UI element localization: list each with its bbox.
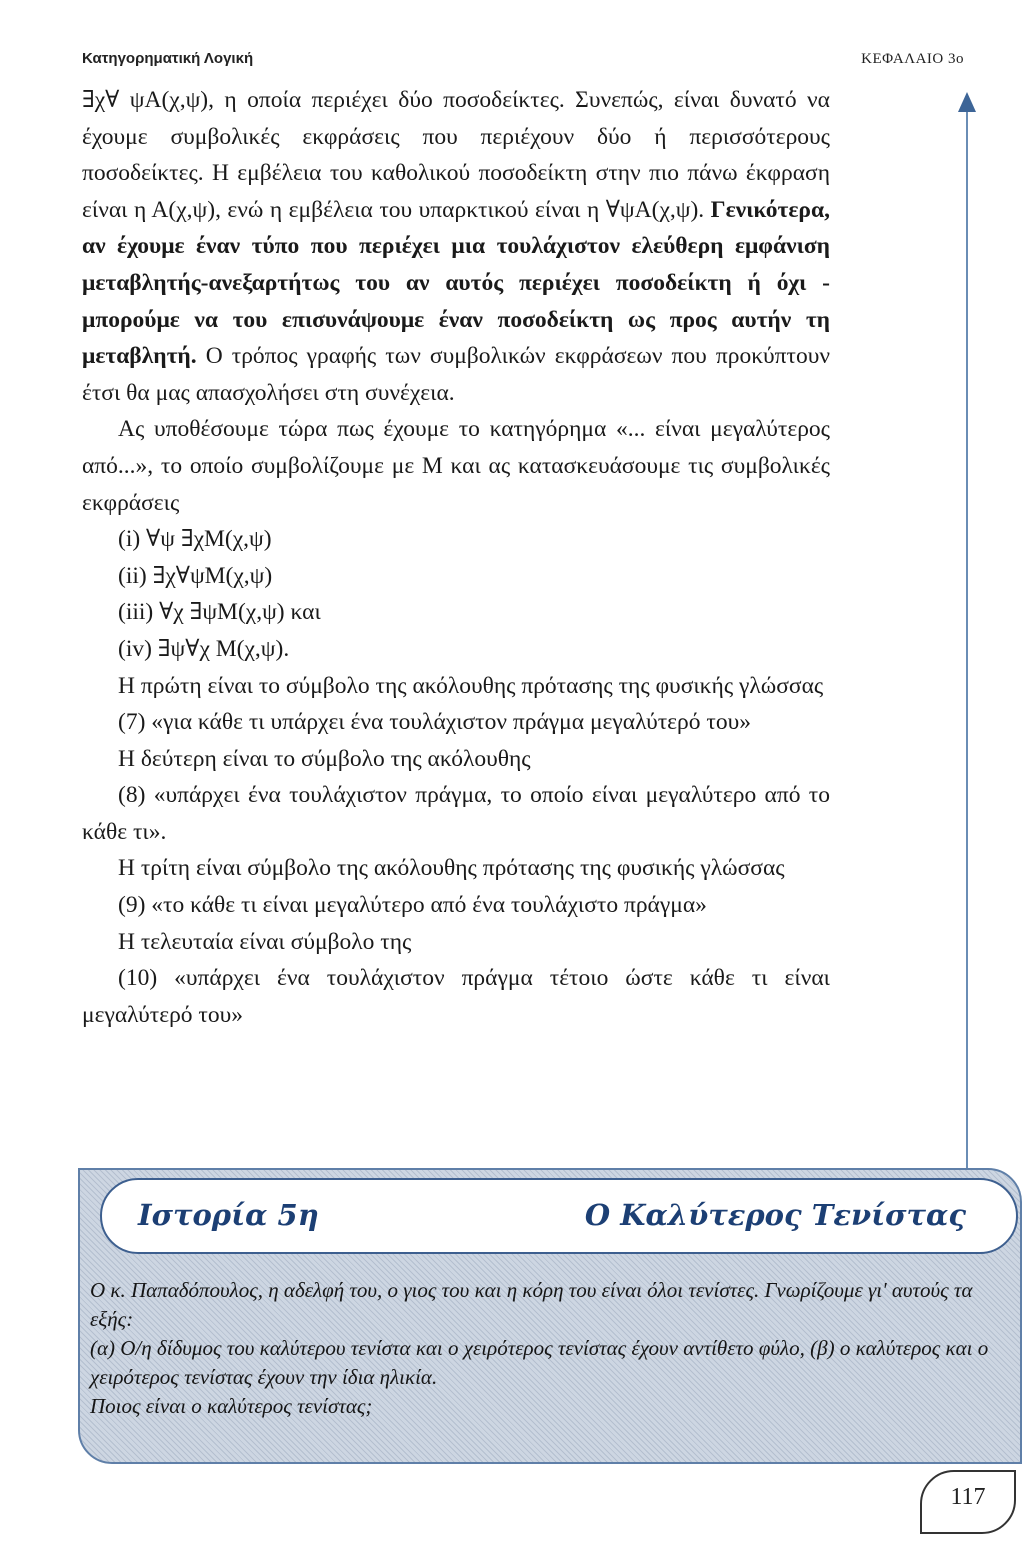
sentence-9: (9) «το κάθε τι είναι μεγαλύτερο από ένα τουλάχιστο πράγμα» <box>118 892 707 919</box>
sentence-10: (10) «υπάρχει ένα τουλάχιστον πράγμα τέτοιο ώστε κάθε τι είναι μεγαλύτερό του» <box>82 965 830 1028</box>
main-text <box>82 82 830 1033</box>
formula-item: (iii) ∀χ ∃ψΜ(χ,ψ) και <box>118 599 321 626</box>
margin-rule <box>966 100 968 1170</box>
paragraph-1 <box>82 82 830 411</box>
sentence-8: (8) «υπάρχει ένα τουλάχιστον πράγμα, το οποίο είναι μεγαλύτερο από το κάθε τι». <box>82 782 830 845</box>
paragraph-1-start: ∃χ∀ ψΑ(χ,ψ), η οποία περιέχει δύο ποσοδείκτες. Συνεπώς, είναι δυνατό να έχουμε συμβολικές εκφράσεις που περιέχουν δύο ή περισσότερους ποσοδείκτες. Η εμβέλεια του καθολικού ποσοδείκτη στην πιο πάνω έκφραση είναι η Α(χ,ψ), ενώ η εμβέλεια του υπαρκτικού είναι η ∀ψΑ(χ,ψ). <box>82 87 830 223</box>
page-number: 117 <box>950 1484 986 1510</box>
paragraph-5: Η τρίτη είναι σύμβολο της ακόλουθης πρότασης της φυσικής γλώσσας <box>118 855 785 882</box>
paragraph-2: Ας υποθέσουμε τώρα πως έχουμε το κατηγόρημα «... είναι μεγαλύτερος από...», το οποίο συμβολίζουμε με Μ και ας κατασκευάσουμε τις συμβολικές εκφράσεις <box>82 416 830 516</box>
formula-item: (ii) ∃χ∀ψΜ(χ,ψ) <box>118 562 273 589</box>
chapter-label: ΚΕΦΑΛΑΙΟ 3ο <box>861 51 964 67</box>
paragraph-6: Η τελευταία είναι σύμβολο της <box>118 928 412 955</box>
arrow-up-icon <box>958 92 976 112</box>
paragraph-3: Η πρώτη είναι το σύμβολο της ακόλουθης πρότασης της φυσικής γλώσσας <box>118 672 824 699</box>
formula-item: (i) ∀ψ ∃χΜ(χ,ψ) <box>118 526 272 553</box>
paragraph-1-end: Ο τρόπος γραφής των συμβολικών εκφράσεων που προκύπτουν έτσι θα μας απασχολήσει στη συνέχεια. <box>82 343 830 406</box>
story-title: Ο Καλύτερος Τενίστας <box>584 1198 966 1232</box>
story-body <box>90 1276 1012 1421</box>
story-line: Ο κ. Παπαδόπουλος, η αδελφή του, ο γιος του και η κόρη του είναι όλοι τενίστες. Γνωρίζουμε γι' αυτούς τα εξής: <box>90 1278 973 1331</box>
story-question: Ποιος είναι ο καλύτερος τενίστας; <box>90 1394 373 1418</box>
story-line: (α) Ο/η δίδυμος του καλύτερου τενίστα και ο χειρότερος τενίστας έχουν αντίθετο φύλο, (β) ο καλύτερος και ο χειρότερος τενίστας έχουν την ίδια ηλικία. <box>90 1336 989 1389</box>
running-header-title: Κατηγορηματική Λογική <box>82 50 254 67</box>
paragraph-4: Η δεύτερη είναι το σύμβολο της ακόλουθης <box>118 745 531 772</box>
paragraph-1-bold: Γενικότερα, αν έχουμε έναν τύπο που περιέχει μια τουλάχιστον ελεύθερη εμφάνιση μεταβλητής-ανεξαρτήτως του αν αυτός περιέχει ποσοδείκτη ή όχι - μπορούμε να του επισυνάψουμε έναν ποσοδείκτη ως προς αυτήν τη μεταβλητή. <box>82 196 830 370</box>
story-label: Ιστορία 5η <box>138 1198 319 1232</box>
sentence-7: (7) «για κάθε τι υπάρχει ένα τουλάχιστον πράγμα μεγαλύτερό του» <box>118 709 751 736</box>
formula-item: (iv) ∃ψ∀χ Μ(χ,ψ). <box>118 635 290 662</box>
